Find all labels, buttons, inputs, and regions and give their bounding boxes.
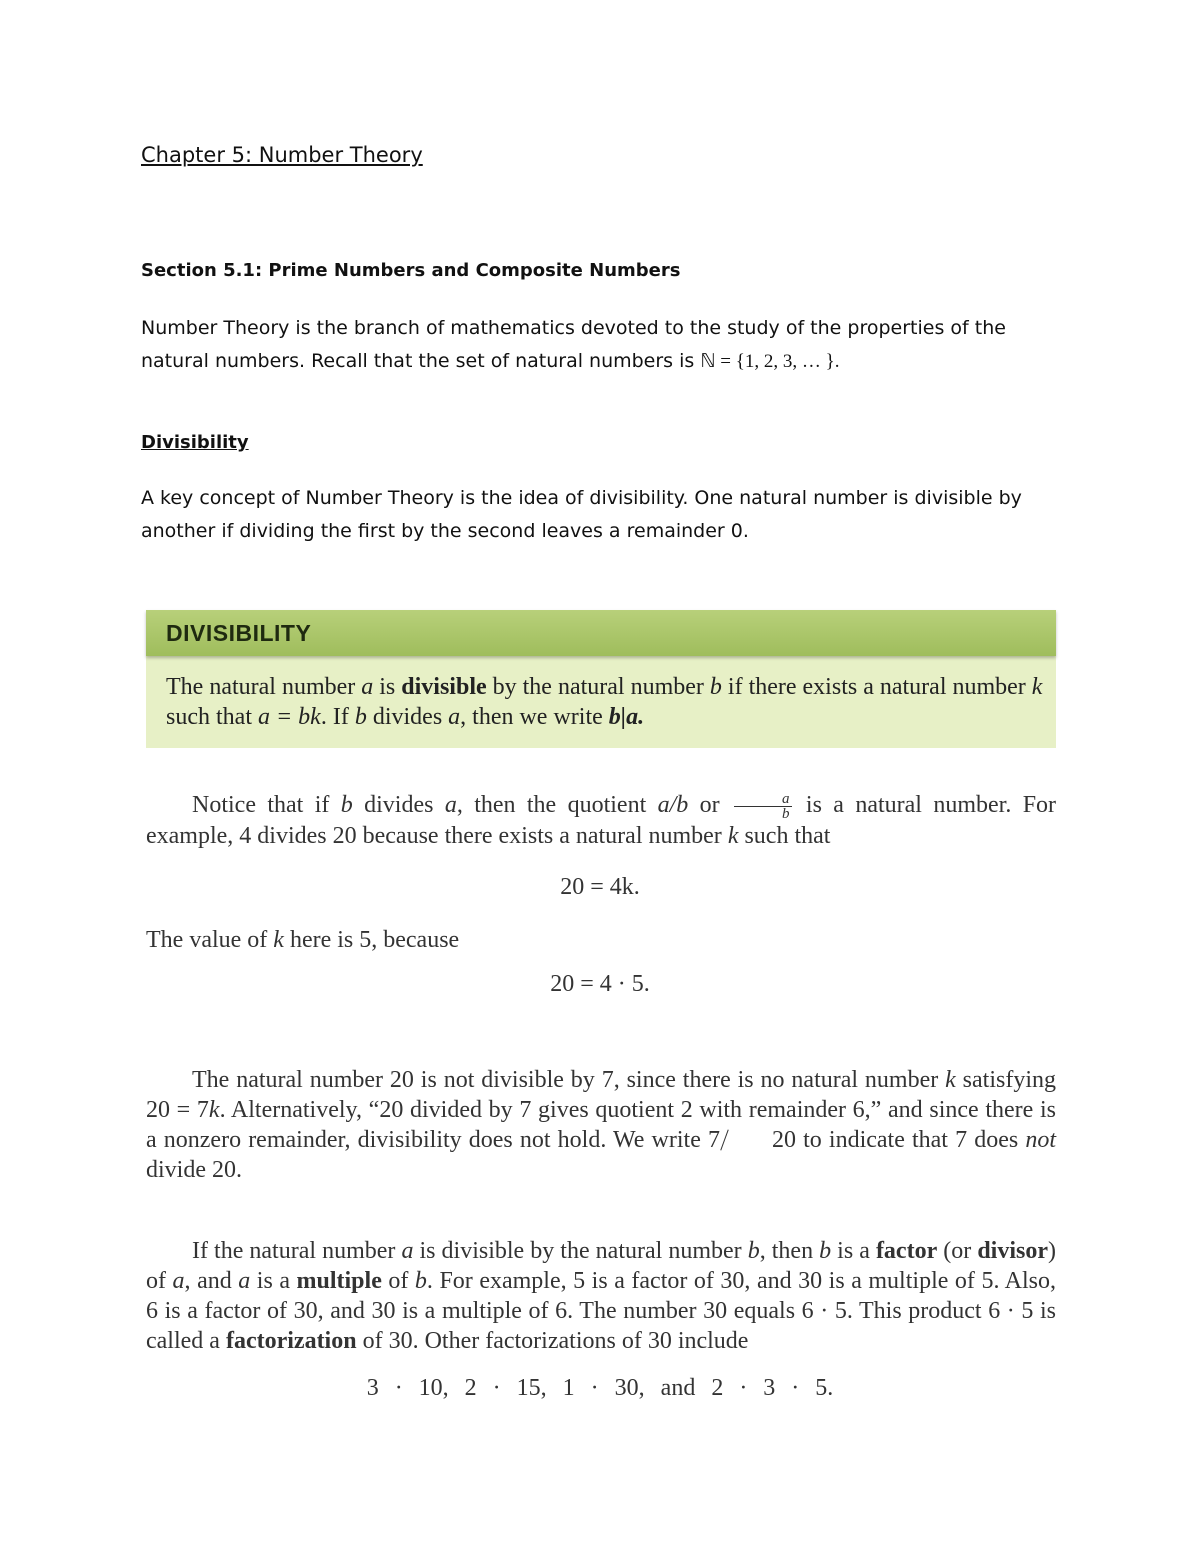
emphasis-not: not [1025,1127,1057,1153]
text: divide 20. [146,1157,242,1183]
definition-box-header [146,610,1056,656]
var-b: b [747,1238,760,1264]
natural-numbers-set: ℕ = {1, 2, 3, … }. [700,351,840,372]
def-text: , then we write [460,704,609,730]
var-b: b [354,704,367,730]
var-a: a [401,1238,414,1264]
text: divides [352,792,445,818]
text: , and [184,1268,239,1294]
equation-2: 20 = 4 · 5. [550,971,650,997]
definition-equation: a = bk [257,704,321,730]
text: of 30. Other factorizations of 30 include [356,1328,749,1354]
text: here is 5, because [283,927,460,953]
term-multiple: multiple [296,1268,382,1294]
var-a: a [172,1268,185,1294]
var-k: k [945,1067,956,1093]
not-divisible-paragraph [146,1065,1056,1185]
value-of-k-line [146,925,459,955]
var-k: k [208,1097,220,1123]
factor-paragraph [146,1236,1056,1356]
var-b: b [340,792,353,818]
def-text: such that [166,704,258,730]
var-a: a [238,1268,251,1294]
def-text: is [373,674,402,700]
notation-7: 7 [707,1127,720,1153]
fraction-denominator: b [782,805,790,822]
quotient: a/b [657,792,689,818]
text: is a natural number. For example, 4 divides 20 because there exists a natural number [146,792,1057,849]
term-divisor: divisor [977,1238,1048,1264]
text: to indicate that 7 does [795,1127,1026,1153]
var-b: b [819,1238,832,1264]
text: Notice that if [192,792,341,818]
intro-paragraph [141,312,1041,378]
text: is a [831,1238,876,1264]
var-k: k [1031,674,1043,700]
divides-notation: b|a. [608,704,645,730]
does-not-divide-symbol [720,1125,772,1155]
term-divisible: divisible [401,674,487,700]
text: (or [937,1238,978,1264]
var-b: b [709,674,722,700]
definition-box [146,610,1056,748]
text: The value of [146,927,274,953]
intro-text: Number Theory is the branch of mathematics devoted to the study of the properties of the natural numbers. Recall that the set of natural numbers is [141,317,1006,372]
var-a: a [361,674,374,700]
definition-box-body [166,672,1046,732]
text: If the natural number [192,1238,402,1264]
key-concept-paragraph: A key concept of Number Theory is the idea of divisibility. One natural number is divisible by another if dividing the first by the second leaves a remainder 0. [141,487,1022,542]
text: The natural number 20 is not divisible by 7, since there is no natural number [192,1067,946,1093]
text: , then the quotient [456,792,658,818]
text: or [688,792,732,818]
text: of [381,1268,415,1294]
factorizations-list: 3 · 10, 2 · 15, 1 · 30, and 2 · 3 · 5. [366,1375,834,1401]
equation-1: 20 = 4k. [560,874,640,900]
text: , then [759,1238,820,1264]
notation-20: 20 [771,1127,796,1153]
var-k: k [273,927,284,953]
divisibility-heading: Divisibility [141,432,249,453]
term-factorization: factorization [225,1328,357,1354]
var-b: b [414,1268,427,1294]
text: satisfying 20 = 7 [146,1067,1057,1123]
text: . Alternatively, “20 divided by 7 gives quotient 2 with remainder 6,” and since there is a nonzero remainder, divisibility does not hold. We write [146,1097,1056,1153]
fraction-numerator: a [734,792,792,807]
def-text: if there exists a natural number [721,674,1032,700]
def-text: The natural number [166,674,362,700]
text: is a [250,1268,297,1294]
def-text: by the natural number [486,674,710,700]
notice-paragraph [146,790,1056,851]
def-text: . If [320,704,355,730]
section-title: Section 5.1: Prime Numbers and Composite Numbers [141,260,681,281]
text: such that [738,822,831,849]
term-factor: factor [875,1238,938,1264]
fraction [734,792,792,821]
def-text: divides [366,704,449,730]
chapter-title: Chapter 5: Number Theory [141,143,423,167]
var-a: a [448,704,461,730]
definition-box-title: DIVISIBILITY [166,620,312,646]
var-k: k [727,822,739,849]
var-a: a [444,792,457,818]
text: is divisible by the natural number [413,1238,748,1264]
text: ) of [146,1238,1056,1294]
text: . For example, 5 is a factor of 30, and 30 is a multiple of 5. Also, 6 is a factor of 30, and 30 is a multiple of 6. The number 30 equals 6 · 5. This product 6 · 5 is called a [146,1268,1056,1354]
